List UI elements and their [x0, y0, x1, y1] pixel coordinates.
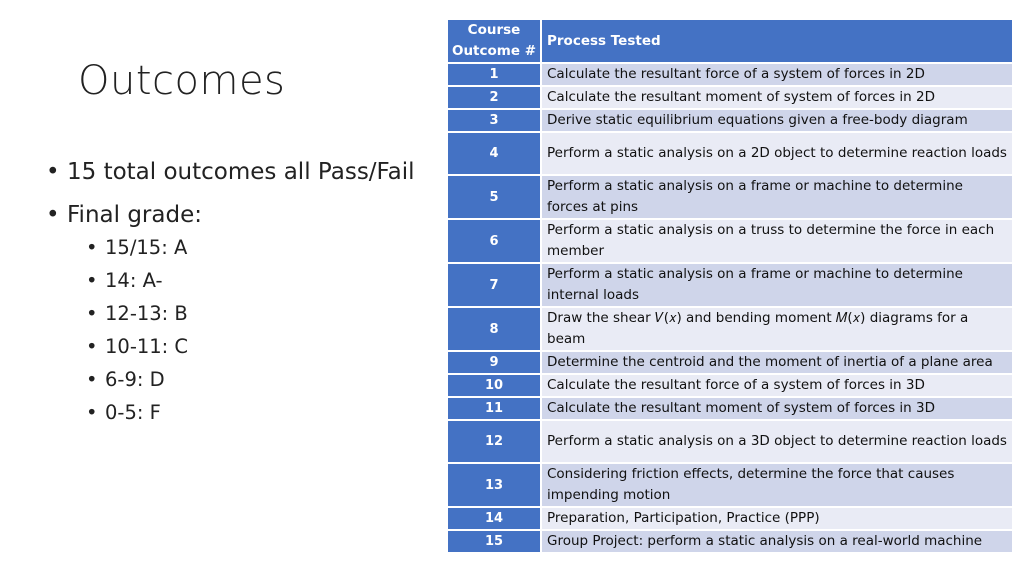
table-header-row: [447, 19, 1013, 63]
outcome-number: 9: [447, 351, 541, 374]
table-row: [447, 420, 1013, 463]
grade-text: 12-13: B: [105, 302, 188, 325]
process-cell: Derive static equilibrium equations given a free-body diagram: [541, 109, 1013, 132]
bullet-dot-icon: •: [46, 159, 60, 185]
table-row: [447, 374, 1013, 397]
process-cell: Calculate the resultant force of a system of forces in 2D: [541, 63, 1013, 86]
process-cell: Perform a static analysis on a frame or machine to determine forces at pins: [541, 175, 1013, 219]
outcome-number: 12: [447, 420, 541, 463]
bullet-text: 15 total outcomes all Pass/Fail: [67, 159, 415, 185]
process-cell: Draw the shear 𝑉(𝑥) and bending moment 𝑀(𝑥) diagrams for a beam: [541, 307, 1013, 351]
grade-text: 6-9: D: [105, 368, 165, 391]
grade-item: [46, 331, 415, 364]
grade-item: [46, 397, 415, 430]
table-row: [447, 63, 1013, 86]
process-cell: Considering friction effects, determine the force that causes impending motion: [541, 463, 1013, 507]
table-row: [447, 307, 1013, 351]
table-row: [447, 263, 1013, 307]
table-row: [447, 175, 1013, 219]
grade-item: [46, 364, 415, 397]
outcome-number: 5: [447, 175, 541, 219]
outcome-number: 2: [447, 86, 541, 109]
outcome-number: 4: [447, 132, 541, 175]
table-row: [447, 397, 1013, 420]
process-cell: Preparation, Participation, Practice (PPP): [541, 507, 1013, 530]
outcome-number: 1: [447, 63, 541, 86]
header-outcome: Course Outcome #: [447, 19, 541, 63]
outcome-number: 14: [447, 507, 541, 530]
bullet-list: [46, 156, 415, 430]
bullet-dot-icon: •: [86, 236, 98, 259]
grade-text: 0-5: F: [105, 401, 161, 424]
bullet-dot-icon: •: [46, 202, 60, 228]
bullet-dot-icon: •: [86, 368, 98, 391]
table-row: [447, 463, 1013, 507]
process-cell: Perform a static analysis on a 3D object to determine reaction loads: [541, 420, 1013, 463]
table-row: [447, 219, 1013, 263]
bullet-dot-icon: •: [86, 401, 98, 424]
grade-text: 15/15: A: [105, 236, 188, 259]
grade-text: 14: A-: [105, 269, 163, 292]
outcome-number: 13: [447, 463, 541, 507]
bullet-item: [46, 156, 415, 199]
table-row: [447, 109, 1013, 132]
outcome-number: 15: [447, 530, 541, 553]
bullet-dot-icon: •: [86, 302, 98, 325]
header-process: Process Tested: [541, 19, 1013, 63]
process-cell: Perform a static analysis on a 2D object to determine reaction loads: [541, 132, 1013, 175]
grade-item: [46, 232, 415, 265]
bullet-dot-icon: •: [86, 269, 98, 292]
process-cell: Calculate the resultant moment of system of forces in 3D: [541, 397, 1013, 420]
bullet-text: Final grade:: [67, 202, 202, 228]
process-cell: Perform a static analysis on a truss to determine the force in each member: [541, 219, 1013, 263]
grade-list: [46, 232, 415, 430]
table-row: [447, 86, 1013, 109]
outcome-number: 6: [447, 219, 541, 263]
table-row: [447, 351, 1013, 374]
outcome-number: 3: [447, 109, 541, 132]
table-row: [447, 507, 1013, 530]
process-cell: Group Project: perform a static analysis on a real-world machine: [541, 530, 1013, 553]
slide-title: Outcomes: [78, 58, 286, 104]
outcomes-table: [446, 18, 1014, 554]
process-cell: Perform a static analysis on a frame or machine to determine internal loads: [541, 263, 1013, 307]
table-row: [447, 132, 1013, 175]
bullet-dot-icon: •: [86, 335, 98, 358]
grade-item: [46, 265, 415, 298]
process-cell: Calculate the resultant force of a system of forces in 3D: [541, 374, 1013, 397]
grade-text: 10-11: C: [105, 335, 189, 358]
grade-item: [46, 298, 415, 331]
outcome-number: 10: [447, 374, 541, 397]
outcome-number: 7: [447, 263, 541, 307]
process-cell: Determine the centroid and the moment of inertia of a plane area: [541, 351, 1013, 374]
outcome-number: 8: [447, 307, 541, 351]
process-cell: Calculate the resultant moment of system of forces in 2D: [541, 86, 1013, 109]
outcome-number: 11: [447, 397, 541, 420]
table-row: [447, 530, 1013, 553]
